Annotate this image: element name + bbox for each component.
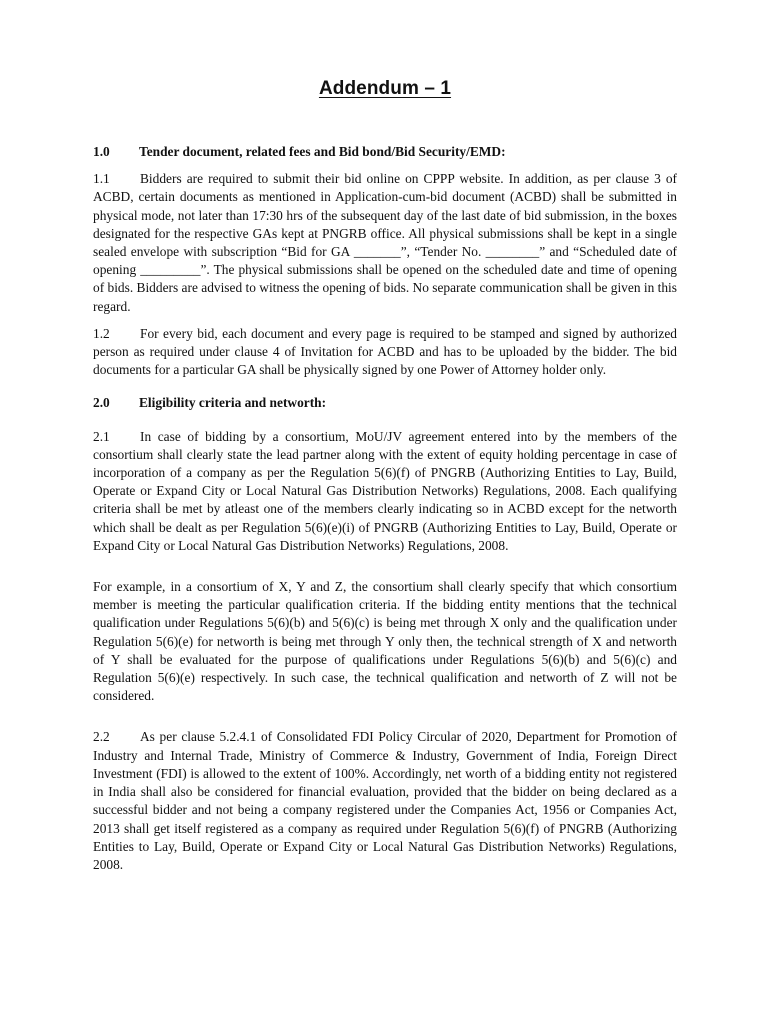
paragraph <box>93 728 677 874</box>
paragraph-text: As per clause 5.2.4.1 of Consolidated FDI Policy Circular of 2020, Department for Promotion of Industry and Internal Trade, Ministry of Commerce & Industry, Government of India, Foreign Direct Investment (FDI) is allowed to the extent of 100%. Accordingly, net worth of a bidding entity not registered in India shall also be considered for financial evaluation, provided that the bidder on being declared as a successful bidder and not being a company registered under the Companies Act, 1956 or Companies Act, 2013 shall get itself registered as a company as required under Regulation 5(6)(f) of PNGRB (Authorizing Entities to Lay, Build, Operate or Expand City or Local Natural Gas Distribution Networks) Regulations, 2008. <box>93 729 677 872</box>
paragraph-text: In case of bidding by a consortium, MoU/JV agreement entered into by the members of the consortium shall clearly state the lead partner along with the extent of equity holding percentage in case of incorporation of a company as per the Regulation 5(6)(f) of PNGRB (Authorizing Entities to Lay, Build, Operate or Expand City or Local Natural Gas Distribution Networks) Regulations, 2008. Each qualifying criteria shall be met by atleast one of the members clearly indicating so in ACBD except for the networth which shall be dealt as per Regulation 5(6)(e)(i) of PNGRB (Authorizing Entities to Lay, Build, Operate or Expand City or Local Natural Gas Distribution Networks) Regulations, 2008. <box>93 428 677 553</box>
paragraph-text: Bidders are required to submit their bid online on CPPP website. In addition, as per clause 3 of ACBD, certain documents as mentioned in Application-cum-bid document (ACBD) shall be submitted in physical mode, not later than 17:30 hrs of the subsequent day of the last date of bid submission, in the boxes designated for the respective GAs kept at PNGRB office. All physical submissions shall be kept in a single sealed envelope with subscription “Bid for GA _______”, “Tender No. ________” and “Scheduled date of opening _________”. The physical submissions shall be opened on the scheduled date and time of opening of bids. Bidders are advised to witness the opening of bids. No separate communication shall be given in this regard. <box>93 171 677 314</box>
paragraph <box>93 428 677 555</box>
paragraph-number: 1.1 <box>93 171 110 187</box>
paragraph <box>93 325 677 380</box>
section-heading-text: Eligibility criteria and networth: <box>139 395 327 411</box>
paragraph <box>93 578 677 705</box>
paragraph <box>93 170 677 316</box>
paragraph-text: For every bid, each document and every page is required to be stamped and signed by authorized person as required under clause 4 of Invitation for ACBD and has to be uploaded by the bidder. The bid documents for a particular GA shall be physically signed by one Power of Attorney holder only. <box>93 325 677 378</box>
paragraph-number: 2.2 <box>93 729 110 745</box>
paragraph-number: 1.2 <box>93 325 110 341</box>
section-heading-text: Tender document, related fees and Bid bond/Bid Security/EMD: <box>139 144 506 159</box>
section-number: 2.0 <box>93 395 110 411</box>
section-number: 1.0 <box>93 144 110 159</box>
paragraph-number: 2.1 <box>93 428 110 444</box>
document-body <box>93 143 677 883</box>
section-heading <box>93 394 677 412</box>
document-title: Addendum – 1 <box>318 78 452 99</box>
paragraph-text: For example, in a consortium of X, Y and Z, the consortium shall clearly specify that which consortium member is meeting the particular qualification criteria. If the bidding entity mentions that the technical qualification under Regulations 5(6)(b) and 5(6)(c) is being met through X only and the qualification under Regulation 5(6)(e) for networth is being met through Y only then, the technical strength of X and networth of Y shall be evaluated for the purpose of qualifications under Regulations 5(6)(b) and 5(6)(c) and Regulation 5(6)(e) respectively. In such case, the technical qualification and networth of Z will not be considered. <box>93 579 677 704</box>
section-heading <box>93 143 677 161</box>
